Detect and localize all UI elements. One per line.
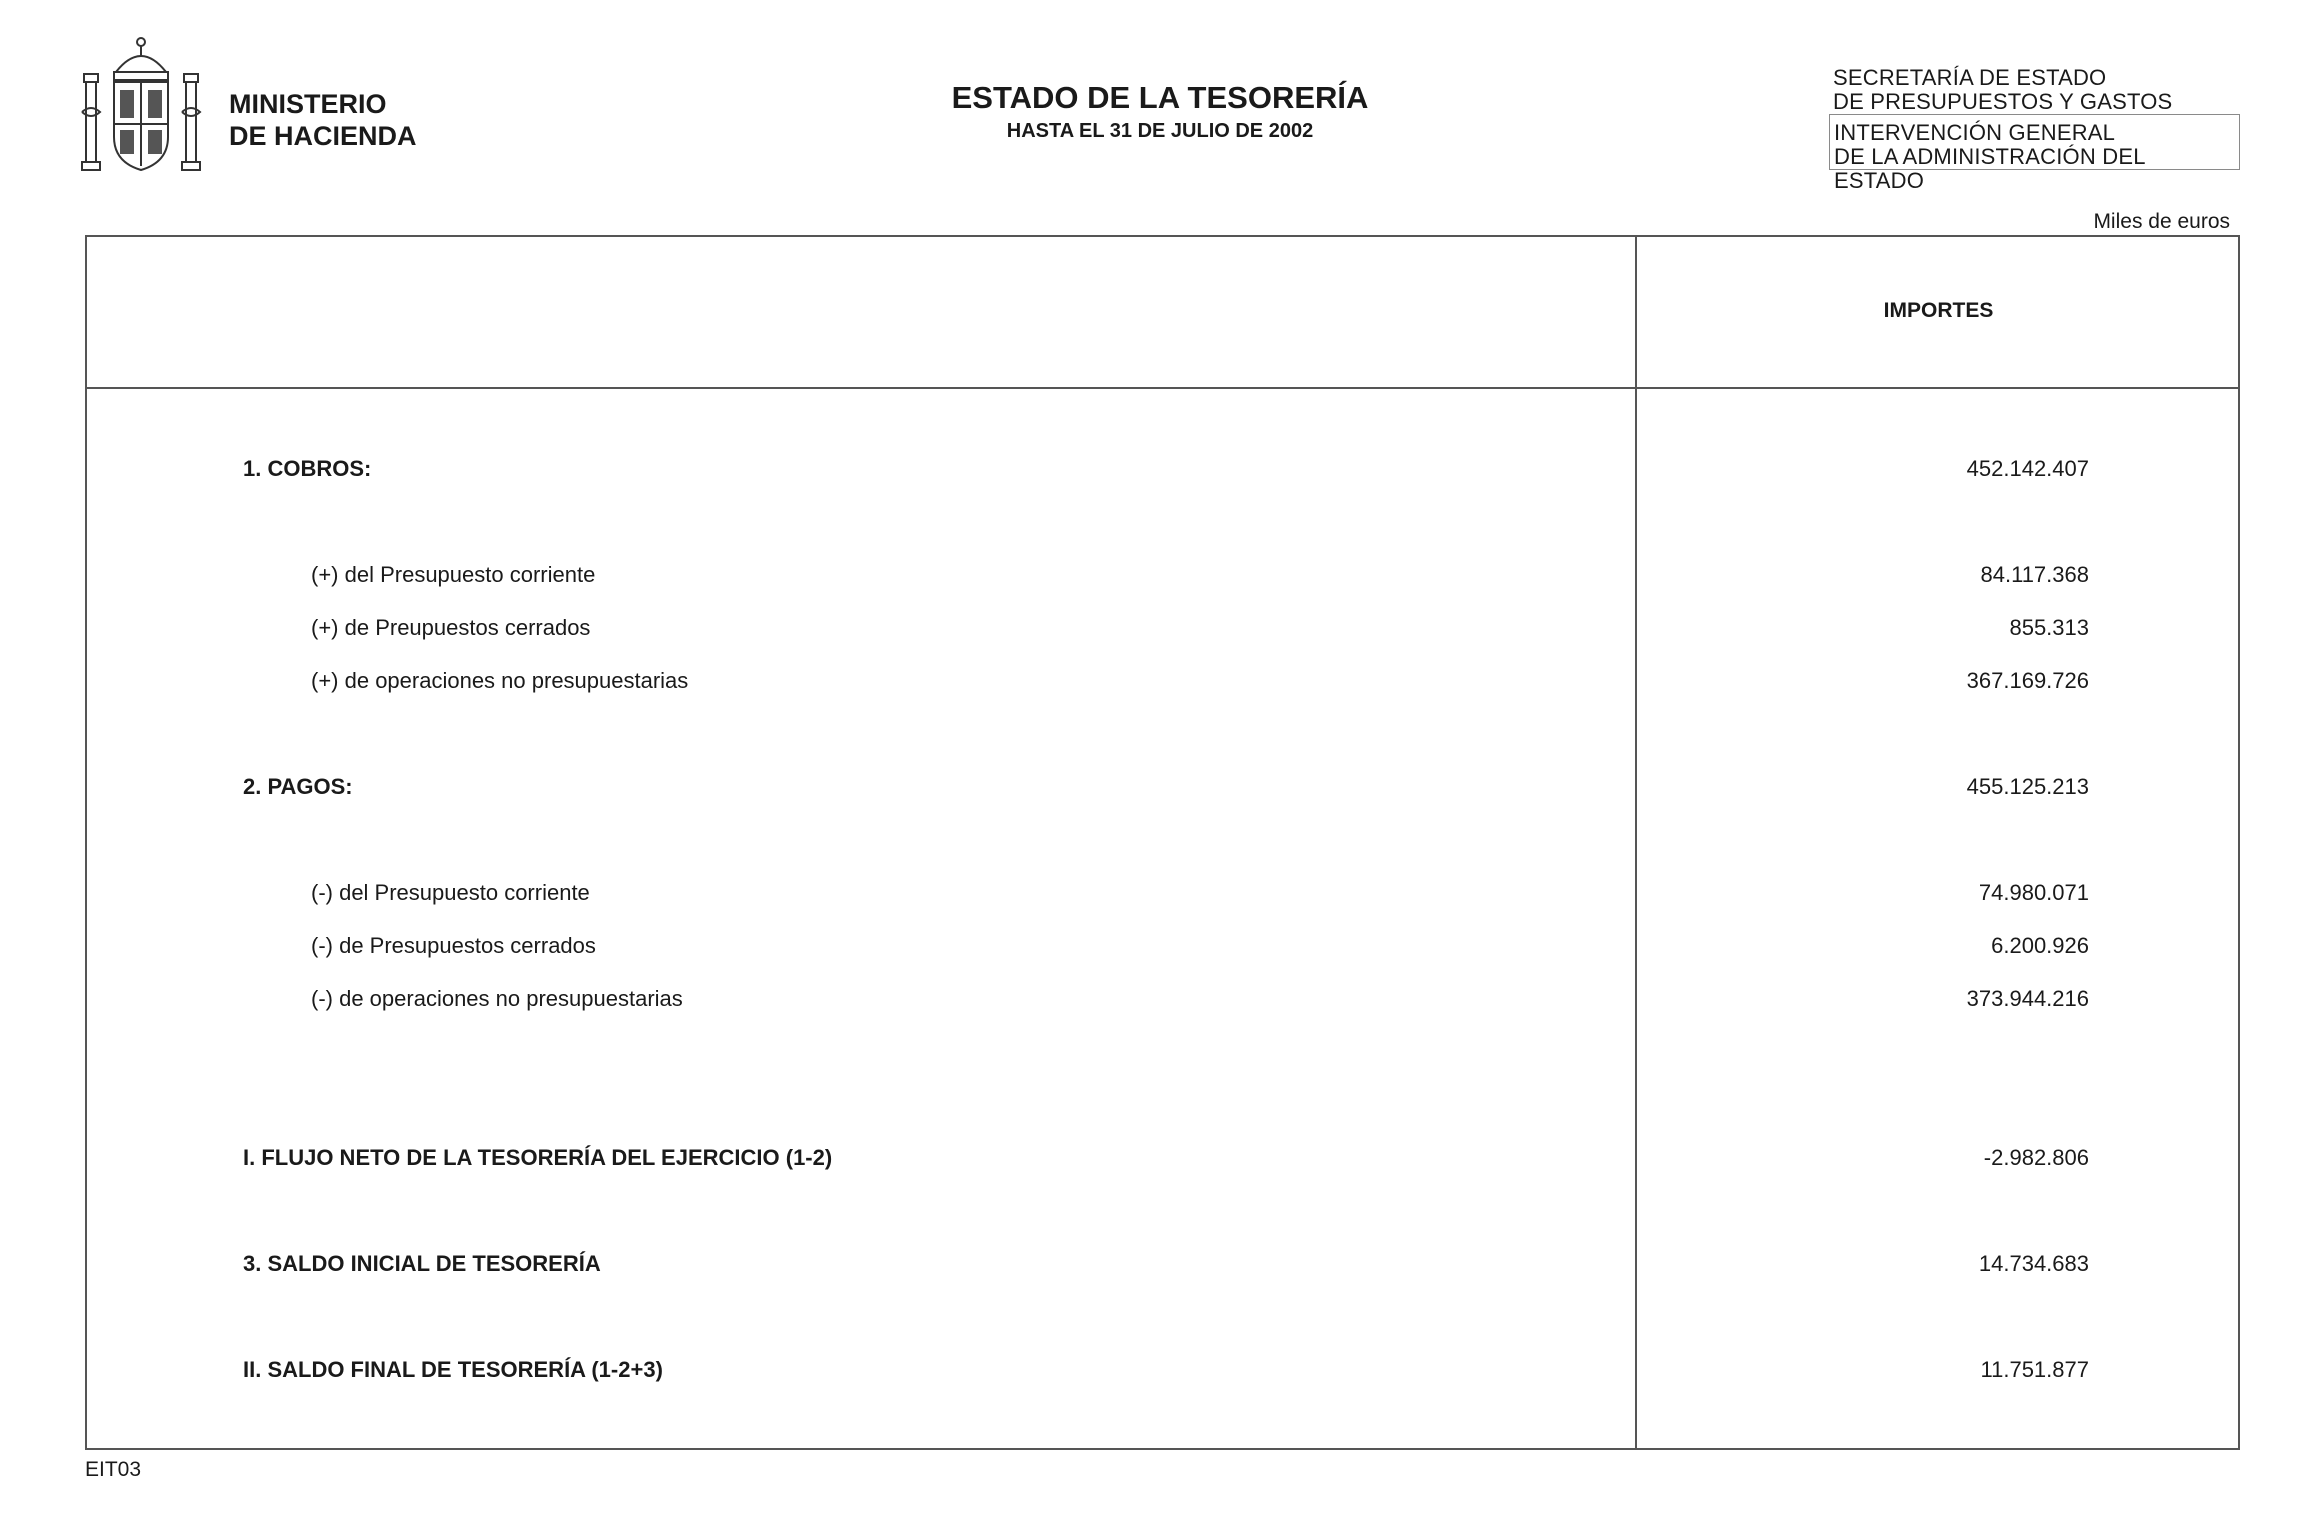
row-amount: 6.200.926 — [1991, 933, 2089, 958]
row-amount: 11.751.877 — [1980, 1357, 2089, 1382]
table-row — [87, 931, 2238, 961]
table-row — [87, 1143, 2238, 1173]
secretaria-label — [1833, 66, 2172, 114]
table-row — [87, 984, 2238, 1014]
row-amount: 14.734.683 — [1978, 1251, 2089, 1276]
intervencion-line-2: DE LA ADMINISTRACIÓN DEL ESTADO — [1834, 144, 2145, 193]
treasury-table — [85, 235, 2240, 1450]
document-title-block — [880, 80, 1440, 144]
row-label: (-) de Presupuestos cerrados — [311, 933, 596, 958]
document-title: ESTADO DE LA TESORERÍA — [951, 80, 1369, 115]
units-label: Miles de euros — [2093, 210, 2230, 233]
secretaria-line-2: DE PRESUPUESTOS Y GASTOS — [1833, 89, 2173, 114]
row-label: (-) del Presupuesto corriente — [311, 880, 590, 905]
table-row — [87, 878, 2238, 908]
row-amount: 455.125.213 — [1966, 774, 2089, 799]
ministry-line-1: MINISTERIO — [229, 89, 387, 119]
intervencion-box — [1829, 114, 2240, 193]
ministry-line-2: DE HACIENDA — [229, 121, 417, 151]
table-row — [87, 613, 2238, 643]
row-label: (+) de operaciones no presupuestarias — [311, 668, 689, 693]
column-header-importes: IMPORTES — [1883, 299, 1994, 322]
form-code: EIT03 — [85, 1458, 142, 1481]
ministry-name — [229, 88, 417, 152]
table-row — [87, 454, 2238, 484]
row-amount: 367.169.726 — [1966, 668, 2089, 693]
document-subtitle: HASTA EL 31 DE JULIO DE 2002 — [1006, 120, 1314, 142]
row-label: 1. COBROS: — [243, 456, 372, 481]
row-amount: 452.142.407 — [1966, 456, 2089, 481]
row-label: 3. SALDO INICIAL DE TESORERÍA — [243, 1251, 601, 1276]
row-label: I. FLUJO NETO DE LA TESORERÍA DEL EJERCICIO (1-2) — [243, 1145, 833, 1170]
row-amount: -2.982.806 — [1983, 1145, 2089, 1170]
intervencion-line-1: INTERVENCIÓN GENERAL — [1834, 120, 2116, 145]
row-label: (+) de Preupuestos cerrados — [311, 615, 591, 640]
row-label: 2. PAGOS: — [243, 774, 353, 799]
table-row — [87, 666, 2238, 696]
secretaria-line-1: SECRETARÍA DE ESTADO — [1833, 65, 2107, 90]
coat-of-arms-icon — [78, 32, 204, 182]
table-row — [87, 560, 2238, 590]
table-row — [87, 1355, 2238, 1385]
row-amount: 74.980.071 — [1978, 880, 2089, 905]
row-label: (-) de operaciones no presupuestarias — [311, 986, 683, 1011]
row-amount: 855.313 — [2009, 615, 2089, 640]
row-label: II. SALDO FINAL DE TESORERÍA (1-2+3) — [243, 1357, 663, 1382]
table-row — [87, 772, 2238, 802]
row-amount: 373.944.216 — [1966, 986, 2089, 1011]
table-row — [87, 1249, 2238, 1279]
row-amount: 84.117.368 — [1980, 562, 2089, 587]
row-label: (+) del Presupuesto corriente — [311, 562, 596, 587]
header-divider — [87, 387, 2238, 389]
